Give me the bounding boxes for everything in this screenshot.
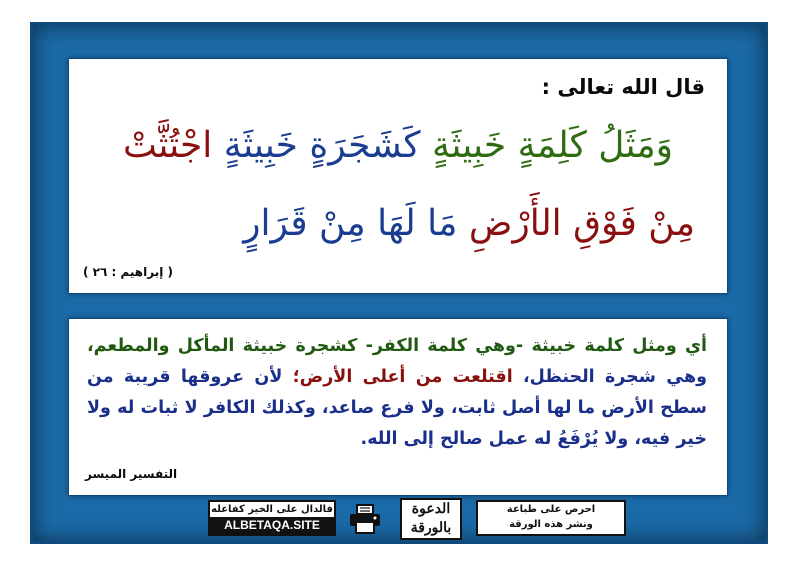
tafsir-text <box>87 331 707 455</box>
verse-segment: مِنْ فَوْقِ الأَرْضِ <box>468 203 695 244</box>
tafsir-part: أي ومثل كلمة خبيثة -وهي كلمة الكفر- كشجرة خبيثة المأكل والمطعم، <box>87 336 707 356</box>
tafsir-part: لأن عروقها قريبة من سطح الأرض ما لها أصل ثابت، ولا فرع صاعد، وكذلك الكافر لا ثبات له ولا خير فيه، <box>87 367 707 449</box>
verse-segment: كَشَجَرَةٍ خَبِيثَةٍ <box>223 125 421 166</box>
tafsir-part: اقتلعت من أعلى الأرض؛ <box>292 367 513 387</box>
verse-intro: قال الله تعالى : <box>541 75 705 99</box>
printer-icon <box>348 504 382 534</box>
tafsir-part: ولا يُرْفَعُ له عمل صالح إلى الله. <box>360 429 629 449</box>
verse-reference: ( إبراهيم : ٢٦ ) <box>83 265 173 279</box>
tafsir-panel <box>68 318 728 496</box>
logo-line-2: بالورقة <box>410 520 452 536</box>
site-box <box>208 500 336 536</box>
verse-segment: وَمَثَلُ كَلِمَةٍ خَبِيثَةٍ <box>432 125 674 166</box>
site-link[interactable]: ALBETAQA.SITE <box>210 517 334 534</box>
print-notice-box <box>476 500 626 536</box>
logo-stamp <box>400 498 462 540</box>
verse-line-2 <box>87 203 709 244</box>
verse-segment: اجْتُثَّتْ <box>122 125 213 166</box>
print-notice-line-2: ونشر هذه الورقة <box>509 519 593 530</box>
tafsir-source: التفسير الميسر <box>85 467 178 481</box>
footer-bar <box>208 498 628 542</box>
print-notice-line-1: احرص على طباعة <box>506 504 596 515</box>
verse-line-1 <box>87 125 709 166</box>
footer-left-caption: فالدال على الخير كفاعله <box>211 504 333 515</box>
verse-segment: مَا لَهَا مِنْ قَرَارٍ <box>243 203 458 244</box>
tafsir-part: وهي شجرة الحنظل، <box>523 367 707 387</box>
verse-panel <box>68 58 728 294</box>
logo-line-1: الدعوة <box>411 501 451 517</box>
